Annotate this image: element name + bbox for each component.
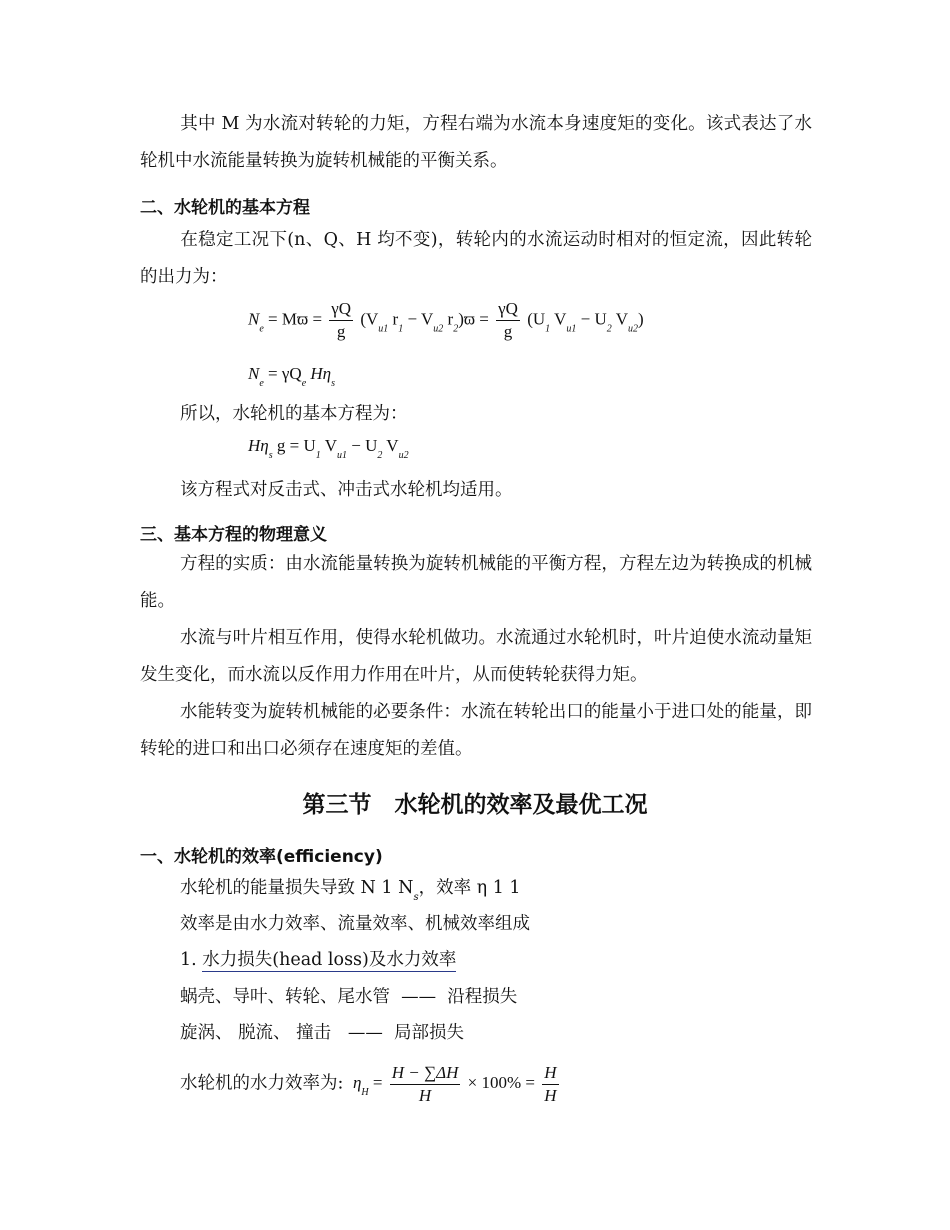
line-hydraulic-loss-heading: 1. 水力损失(head loss)及水力效率 [180,950,457,970]
line-so-basic-equation: 所以，水轮机的基本方程为： [180,404,408,424]
fraction-head-loss: $\frac{H - \sum\Delta H}{H}$ [391,1063,459,1105]
paragraph-steady-condition: 在稳定工况下(n、Q、H 均不变)，转轮内的水流运动时相对的恒定流，因此转轮的出力为： [140,230,812,287]
fraction-head-ratio: $\frac{H}{H}$ [544,1063,557,1105]
line-energy-loss: 水轮机的能量损失导致 N 1 $N_s$，效率 η 1 1 [180,878,521,903]
fraction-gamma-q-over-g: $\frac{\gamma Q}{g}$ [331,299,352,341]
equation-hydraulic-efficiency: $\eta_H$ = $\frac{H - \sum\Delta H}{H}$ × 100% = $\frac{H}{H}$ [352,1063,557,1105]
line-efficiency-components: 效率是由水力效率、流量效率、机械效率组成 [180,914,530,934]
heading-efficiency: 一、水轮机的效率(efficiency) [140,847,383,867]
equation-basic-turbine: $H\eta_s$ $g = U_1$ $V_{u1} - U_2$ $V_{u2}$ [248,436,409,461]
fraction-gamma-q-over-g-2: $\frac{\gamma Q}{g}$ [498,299,518,341]
heading-physical-meaning: 三、基本方程的物理意义 [140,525,327,545]
heading-basic-equation: 二、水轮机的基本方程 [140,198,310,218]
underlined-hydraulic-loss: 水力损失(head loss)及水力效率 [202,950,457,970]
line-local-loss: 旋涡、 脱流、 撞击 —— 局部损失 [180,1023,464,1043]
line-applicability: 该方程式对反击式、冲击式水轮机均适用。 [180,480,513,500]
paragraph-conditions: 水能转变为旋转机械能的必要条件：水流在转轮出口的能量小于进口处的能量，即转轮的进口和出口必须存在速度矩的差值。 [140,702,812,759]
paragraph-moment: 其中 M 为水流对转轮的力矩，方程右端为水流本身速度矩的变化。该式表达了水轮机中水流能量转换为旋转机械能的平衡关系。 [140,114,812,171]
equation-power-efficiency: $N_e = \gamma Q_e$ $H\eta_s$ [248,364,336,389]
section-title: 第三节 水轮机的效率及最优工况 [302,792,648,818]
paragraph-essence: 方程的实质：由水流能量转换为旋转机械能的平衡方程，方程左边为转换成的机械能。 [140,554,812,611]
paragraph-interaction: 水流与叶片相互作用，使得水轮机做功。水流通过水轮机时，叶片迫使水流动量矩发生变化，而水流以反作用力作用在叶片，从而使转轮获得力矩。 [140,628,812,685]
line-hydraulic-efficiency: 水轮机的水力效率为: $\eta_H$ = $\frac{H - \sum\Delta H}{H}$ × 100% = $\frac{H}{H}$ [180,1062,558,1107]
equation-output-power: $N_e = Mϖ$ = $\frac{\gamma Q}{g}$ ($V_{u1}$ $r_1 - V_{u2}$ $r_2)ϖ$ = $\frac{\gamma Q}{g}$ ($U_1$ $V_{u1} - U_2$ $V_{u2}$) [248,299,644,341]
line-friction-loss: 蜗壳、导叶、转轮、尾水管 —— 沿程损失 [180,987,518,1007]
